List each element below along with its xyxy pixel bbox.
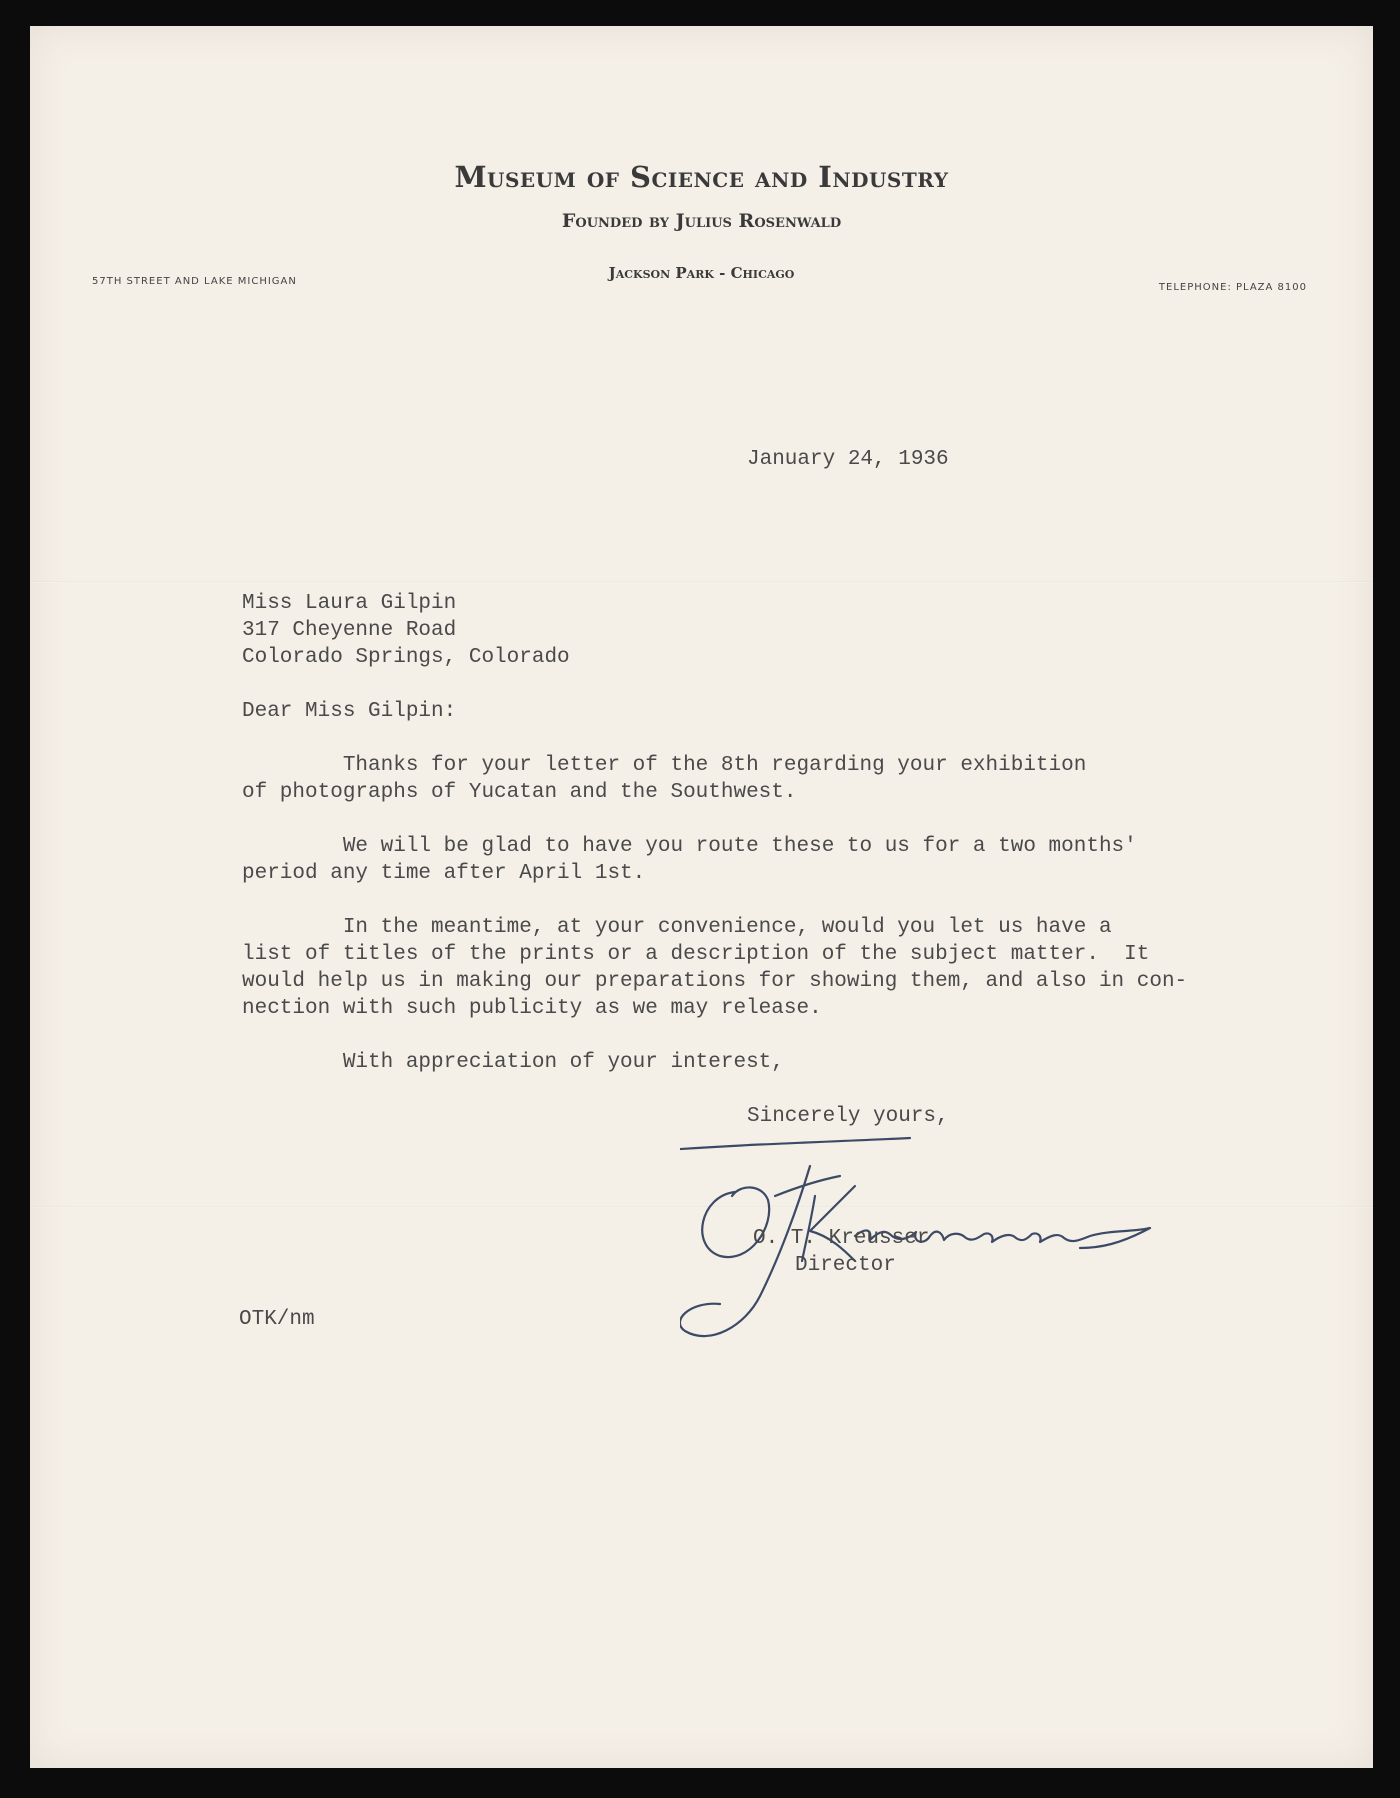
paragraph-line: would help us in making our preparations for showing them, and also in con- (242, 970, 1188, 993)
reference-initials: OTK/nm (239, 1308, 315, 1331)
letterhead-title: Museum of Science and Industry (454, 160, 949, 194)
paragraph-line: We will be glad to have you route these to us for a two months' (242, 835, 1137, 858)
fold-line (30, 581, 1373, 583)
closing: Sincerely yours, (747, 1105, 949, 1128)
letterhead-address: 57TH STREET AND LAKE MICHIGAN (92, 276, 297, 287)
paragraph-line: of photographs of Yucatan and the Southwest. (242, 781, 797, 804)
paragraph-line: nection with such publicity as we may release. (242, 997, 822, 1020)
paragraph-line: Thanks for your letter of the 8th regarding your exhibition (242, 754, 1087, 777)
recipient-line: Miss Laura Gilpin (242, 592, 457, 615)
letterhead-founded: Founded by Julius Rosenwald (561, 210, 842, 232)
signatory-title: Director (795, 1254, 896, 1277)
paragraph-line: In the meantime, at your convenience, would you let us have a (242, 916, 1112, 939)
paragraph-line: list of titles of the prints or a description of the subject matter. It (242, 943, 1150, 966)
letter-sheet (30, 26, 1373, 1768)
salutation: Dear Miss Gilpin: (242, 700, 457, 723)
recipient-line: 317 Cheyenne Road (242, 619, 457, 642)
paragraph-line: period any time after April 1st. (242, 862, 646, 885)
letterhead-telephone: TELEPHONE: PLAZA 8100 (1158, 282, 1307, 293)
letter-date: January 24, 1936 (747, 448, 949, 471)
signatory-name: O. T. Kreusser (753, 1227, 930, 1250)
letterhead-location: Jackson Park - Chicago (608, 264, 795, 282)
paragraph-line: With appreciation of your interest, (242, 1051, 784, 1074)
recipient-line: Colorado Springs, Colorado (242, 646, 570, 669)
